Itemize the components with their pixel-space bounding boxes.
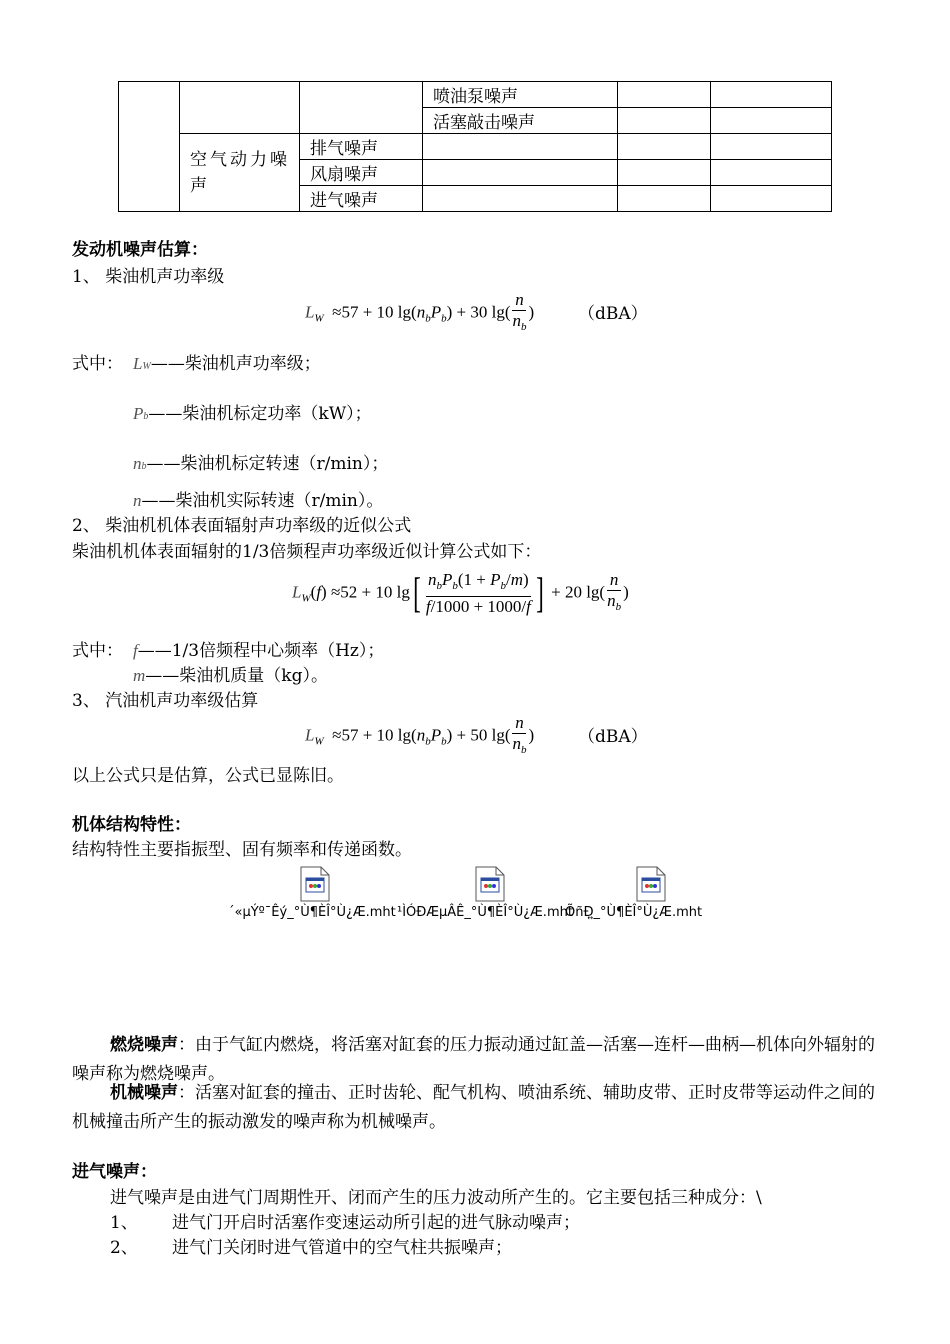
table-cell [618, 108, 711, 134]
table-cell: 进气噪声 [300, 186, 423, 212]
table-cell [423, 134, 618, 160]
list-item-gasoline-power: 3、 汽油机声功率级估算 [72, 691, 259, 711]
definition-f: f——1/3倍频程中心频率（Hz）； [133, 641, 385, 661]
mht-file-icon[interactable] [635, 866, 667, 902]
table-cell [711, 186, 832, 212]
list-item-surface-radiation: 2、 柴油机机体表面辐射声功率级的近似公式 [72, 516, 412, 536]
table-cell [180, 82, 300, 134]
list-item: 进气门关闭时进气管道中的空气柱共振噪声； [172, 1238, 512, 1258]
table-row [119, 82, 832, 108]
paragraph-structure: 结构特性主要指振型、固有频率和传递函数。 [72, 840, 412, 860]
table-cell: 活塞敲击噪声 [423, 108, 618, 134]
where-label-2: 式中： [72, 641, 123, 661]
formula-unit: （dBA） [578, 304, 648, 324]
paragraph-combustion-noise: 燃烧噪声：由于气缸内燃烧，将活塞对缸套的压力振动通过缸盖—活塞—连杆—曲柄—机体向外辐射的噪声称为燃烧噪声。 [72, 1035, 875, 1084]
table-row [119, 134, 832, 160]
table-cell: 排气噪声 [300, 134, 423, 160]
noise-source-table [118, 81, 832, 212]
table-cell [618, 160, 711, 186]
table-cell [711, 160, 832, 186]
definition-n: n——柴油机实际转速（r/min）。 [133, 491, 384, 511]
table-cell [711, 108, 832, 134]
section-heading-structure: 机体结构特性： [72, 815, 191, 835]
paragraph-mechanical-noise: 机械噪声：活塞对缸套的撞击、正时齿轮、配气机构、喷油系统、辅助皮带、正时皮带等运动件之间的机械撞击所产生的振动激发的噪声称为机械噪声。 [72, 1083, 875, 1132]
table-cell: 风扇噪声 [300, 160, 423, 186]
paragraph-intake-noise: 进气噪声是由进气门周期性开、闭而产生的压力波动所产生的。它主要包括三种成分：\ [110, 1188, 762, 1208]
table-cell: 喷油泵噪声 [423, 82, 618, 108]
attachment-label[interactable]: ´«µÝº¯Êý_°Ù¶ÈÎ°Ù¿Æ.mht [228, 905, 396, 920]
table-cell [423, 186, 618, 212]
table-cell [423, 160, 618, 186]
mht-file-icon[interactable] [474, 866, 506, 902]
attachment-label[interactable]: ¹ÌÓÐÆµÂÊ_°Ù¶ÈÎ°Ù¿Æ.mht [397, 905, 573, 920]
formula-surface-radiation: $L_W(f) \approx 52 + 10$ lg[ $\frac{n_bP_b(1 + P_b/m)}{f/1000 + 1000/f}$ ] + 20 lg( $\frac{n}{n_b}$ ) [292, 570, 629, 617]
term-mechanical-noise: 机械噪声 [110, 1083, 178, 1103]
table-cell: 空气动力噪声 [180, 134, 300, 212]
where-label: 式中： [72, 354, 123, 374]
mht-file-icon[interactable] [299, 866, 331, 902]
table-cell [119, 82, 180, 212]
table-cell [618, 82, 711, 108]
formula-diesel-sound-power: $L_W \approx 57 + 10$ $\lg(n_bP_b) + 30$ lg( $\frac{n}{n_b}$ ) [305, 290, 535, 333]
list-item-diesel-power: 1、 柴油机声功率级 [72, 267, 225, 287]
formula-unit-3: （dBA） [578, 727, 648, 747]
table-cell [618, 186, 711, 212]
note-estimation-outdated: 以上公式只是估算，公式已显陈旧。 [72, 766, 344, 786]
section-heading-intake-noise: 进气噪声： [72, 1162, 157, 1182]
table-cell [711, 134, 832, 160]
table-cell [300, 82, 423, 134]
definition-nb: nb——柴油机标定转速（r/min）； [133, 454, 389, 474]
list-item-number: 2、 [110, 1238, 138, 1258]
table-cell [618, 134, 711, 160]
list-item: 进气门开启时活塞作变速运动所引起的进气脉动噪声； [172, 1213, 580, 1233]
list-item-number: 1、 [110, 1213, 138, 1233]
definition-m: m——柴油机质量（kg）。 [133, 666, 328, 686]
paragraph-surface-radiation: 柴油机机体表面辐射的1/3倍频程声功率级近似计算公式如下： [72, 542, 542, 562]
formula-gasoline-sound-power: $L_W \approx 57 + 10$ $\lg(n_bP_b) + 50$ lg( $\frac{n}{n_b}$ ) [305, 713, 535, 756]
section-heading-noise-estimation: 发动机噪声估算： [72, 240, 208, 260]
definition-lw: LW——柴油机声功率级； [133, 354, 321, 374]
definition-pb: Pb——柴油机标定功率（kW）； [133, 404, 372, 424]
table-cell [711, 82, 832, 108]
term-combustion-noise: 燃烧噪声 [110, 1035, 178, 1055]
attachment-label[interactable]: ÕñÐ͍_°Ù¶ÈÎ°Ù¿Æ.mht [565, 905, 703, 920]
